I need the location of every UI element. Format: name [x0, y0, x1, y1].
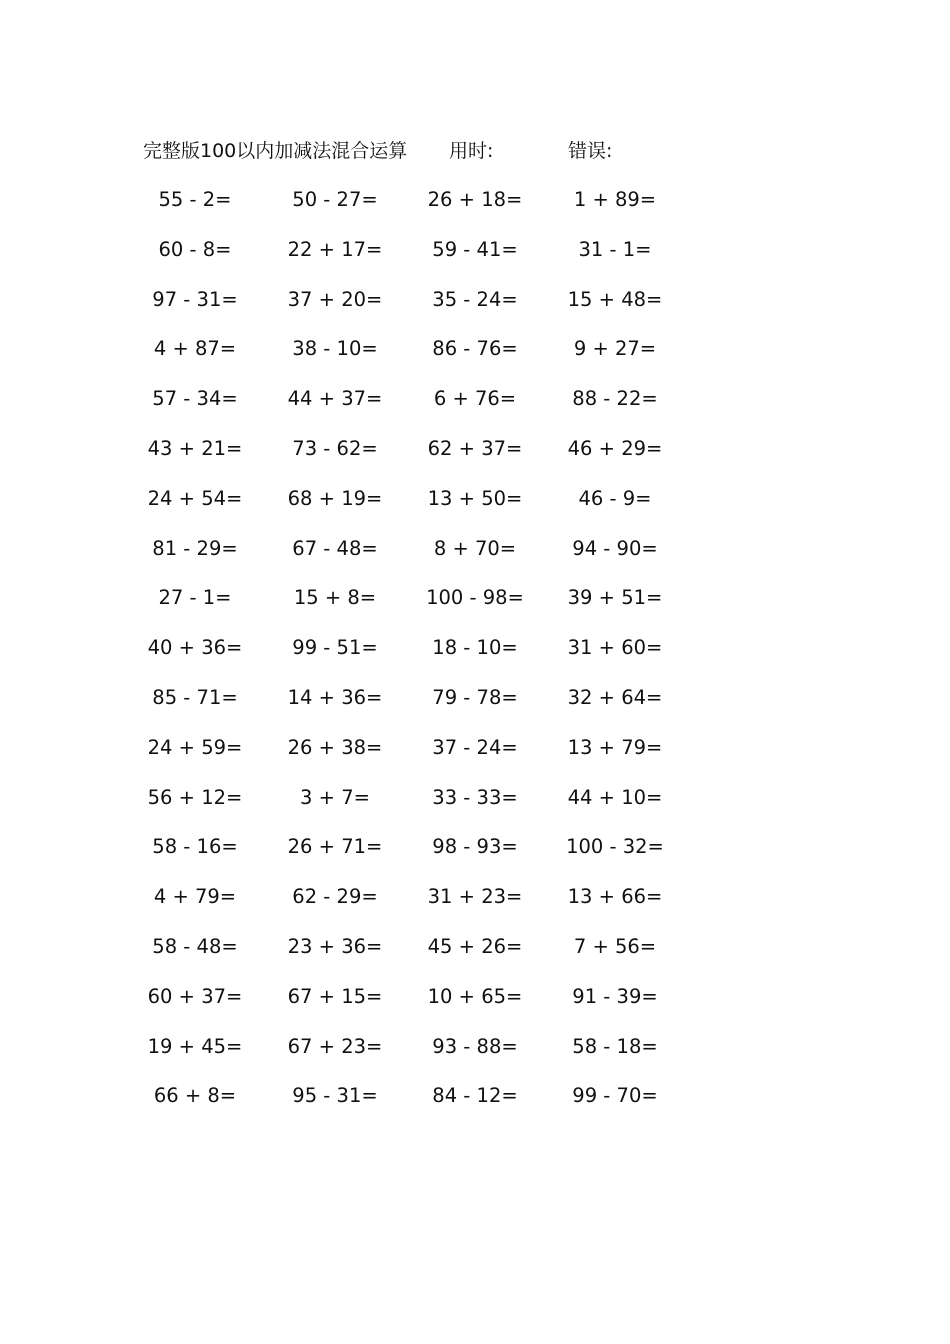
math-problem: 40 + 36= [147, 636, 243, 660]
math-problem: 44 + 37= [287, 387, 383, 411]
math-problem: 60 + 37= [147, 984, 243, 1008]
math-problem: 31 + 23= [427, 885, 523, 909]
problem-row [0, 484, 950, 534]
math-problem: 67 - 48= [292, 536, 378, 560]
math-problem: 27 - 1= [158, 586, 232, 610]
problem-row [0, 783, 950, 833]
problem-row [0, 882, 950, 932]
math-problem: 9 + 27= [573, 337, 657, 361]
problem-row [0, 633, 950, 683]
math-problem: 3 + 7= [300, 785, 370, 809]
math-problem: 99 - 51= [292, 636, 378, 660]
math-problem: 99 - 70= [572, 1084, 658, 1108]
math-problem: 13 + 79= [567, 735, 663, 759]
math-problem: 91 - 39= [572, 984, 658, 1008]
math-problem: 67 + 23= [287, 1034, 383, 1058]
math-problem: 38 - 10= [292, 337, 378, 361]
math-problem: 10 + 65= [427, 984, 523, 1008]
math-problem: 56 + 12= [147, 785, 243, 809]
worksheet-header [0, 136, 950, 166]
math-problem: 50 - 27= [292, 188, 378, 211]
math-problem: 39 + 51= [567, 586, 663, 610]
error-label: 错误: [568, 140, 613, 162]
math-problem: 31 + 60= [567, 636, 663, 660]
math-problem: 58 - 16= [152, 835, 238, 859]
math-problem: 62 - 29= [292, 885, 378, 909]
worksheet-title: 完整版100以内加减法混合运算 [143, 140, 408, 162]
math-problem: 32 + 64= [567, 685, 663, 709]
math-problem: 46 + 29= [567, 436, 663, 460]
math-problem: 88 - 22= [572, 387, 658, 411]
math-problem: 95 - 31= [292, 1084, 378, 1108]
problem-row [0, 1032, 950, 1082]
math-problem: 35 - 24= [432, 287, 518, 311]
math-problem: 26 + 18= [427, 188, 523, 211]
math-problem: 55 - 2= [158, 188, 232, 211]
math-problem: 60 - 8= [158, 237, 232, 261]
math-problem: 79 - 78= [432, 685, 518, 709]
math-problem: 26 + 71= [287, 835, 383, 859]
math-problem: 66 + 8= [153, 1084, 237, 1108]
math-problem: 73 - 62= [292, 436, 378, 460]
math-problem: 19 + 45= [147, 1034, 243, 1058]
math-problem: 33 - 33= [432, 785, 518, 809]
math-problem: 84 - 12= [432, 1084, 518, 1108]
problem-grid [0, 185, 950, 1131]
math-problem: 24 + 59= [147, 735, 243, 759]
math-problem: 85 - 71= [152, 685, 238, 709]
problem-row [0, 683, 950, 733]
problem-row [0, 185, 950, 235]
math-problem: 4 + 87= [153, 337, 237, 361]
math-problem: 68 + 19= [287, 486, 383, 510]
math-problem: 15 + 48= [567, 287, 663, 311]
math-problem: 18 - 10= [432, 636, 518, 660]
problem-row [0, 434, 950, 484]
math-problem: 15 + 8= [293, 586, 377, 610]
math-problem: 6 + 76= [433, 387, 517, 411]
math-problem: 45 + 26= [427, 934, 523, 958]
time-label: 用时: [449, 140, 494, 162]
problem-row [0, 235, 950, 285]
math-problem: 37 - 24= [432, 735, 518, 759]
math-problem: 13 + 50= [427, 486, 523, 510]
math-problem: 59 - 41= [432, 237, 518, 261]
problem-row [0, 932, 950, 982]
problem-row [0, 384, 950, 434]
problem-row [0, 334, 950, 384]
problem-row [0, 733, 950, 783]
math-problem: 97 - 31= [152, 287, 238, 311]
problem-row [0, 982, 950, 1032]
math-problem: 46 - 9= [578, 486, 652, 510]
math-problem: 81 - 29= [152, 536, 238, 560]
problem-row [0, 1081, 950, 1131]
math-problem: 24 + 54= [147, 486, 243, 510]
math-problem: 67 + 15= [287, 984, 383, 1008]
math-problem: 8 + 70= [433, 536, 517, 560]
math-problem: 43 + 21= [147, 436, 243, 460]
math-problem: 94 - 90= [572, 536, 658, 560]
problem-row [0, 285, 950, 335]
math-problem: 7 + 56= [573, 934, 657, 958]
math-problem: 26 + 38= [287, 735, 383, 759]
math-problem: 13 + 66= [567, 885, 663, 909]
math-problem: 4 + 79= [153, 885, 237, 909]
problem-row [0, 534, 950, 584]
math-problem: 14 + 36= [287, 685, 383, 709]
math-problem: 98 - 93= [432, 835, 518, 859]
math-problem: 93 - 88= [432, 1034, 518, 1058]
math-problem: 1 + 89= [573, 188, 657, 211]
math-problem: 58 - 48= [152, 934, 238, 958]
math-problem: 22 + 17= [287, 237, 383, 261]
math-problem: 31 - 1= [578, 237, 652, 261]
problem-row [0, 583, 950, 633]
math-problem: 86 - 76= [432, 337, 518, 361]
math-problem: 58 - 18= [572, 1034, 658, 1058]
math-problem: 44 + 10= [567, 785, 663, 809]
math-problem: 57 - 34= [152, 387, 238, 411]
problem-row [0, 832, 950, 882]
math-problem: 62 + 37= [427, 436, 523, 460]
math-problem: 100 - 98= [426, 586, 524, 610]
math-problem: 100 - 32= [566, 835, 664, 859]
math-problem: 23 + 36= [287, 934, 383, 958]
math-problem: 37 + 20= [287, 287, 383, 311]
